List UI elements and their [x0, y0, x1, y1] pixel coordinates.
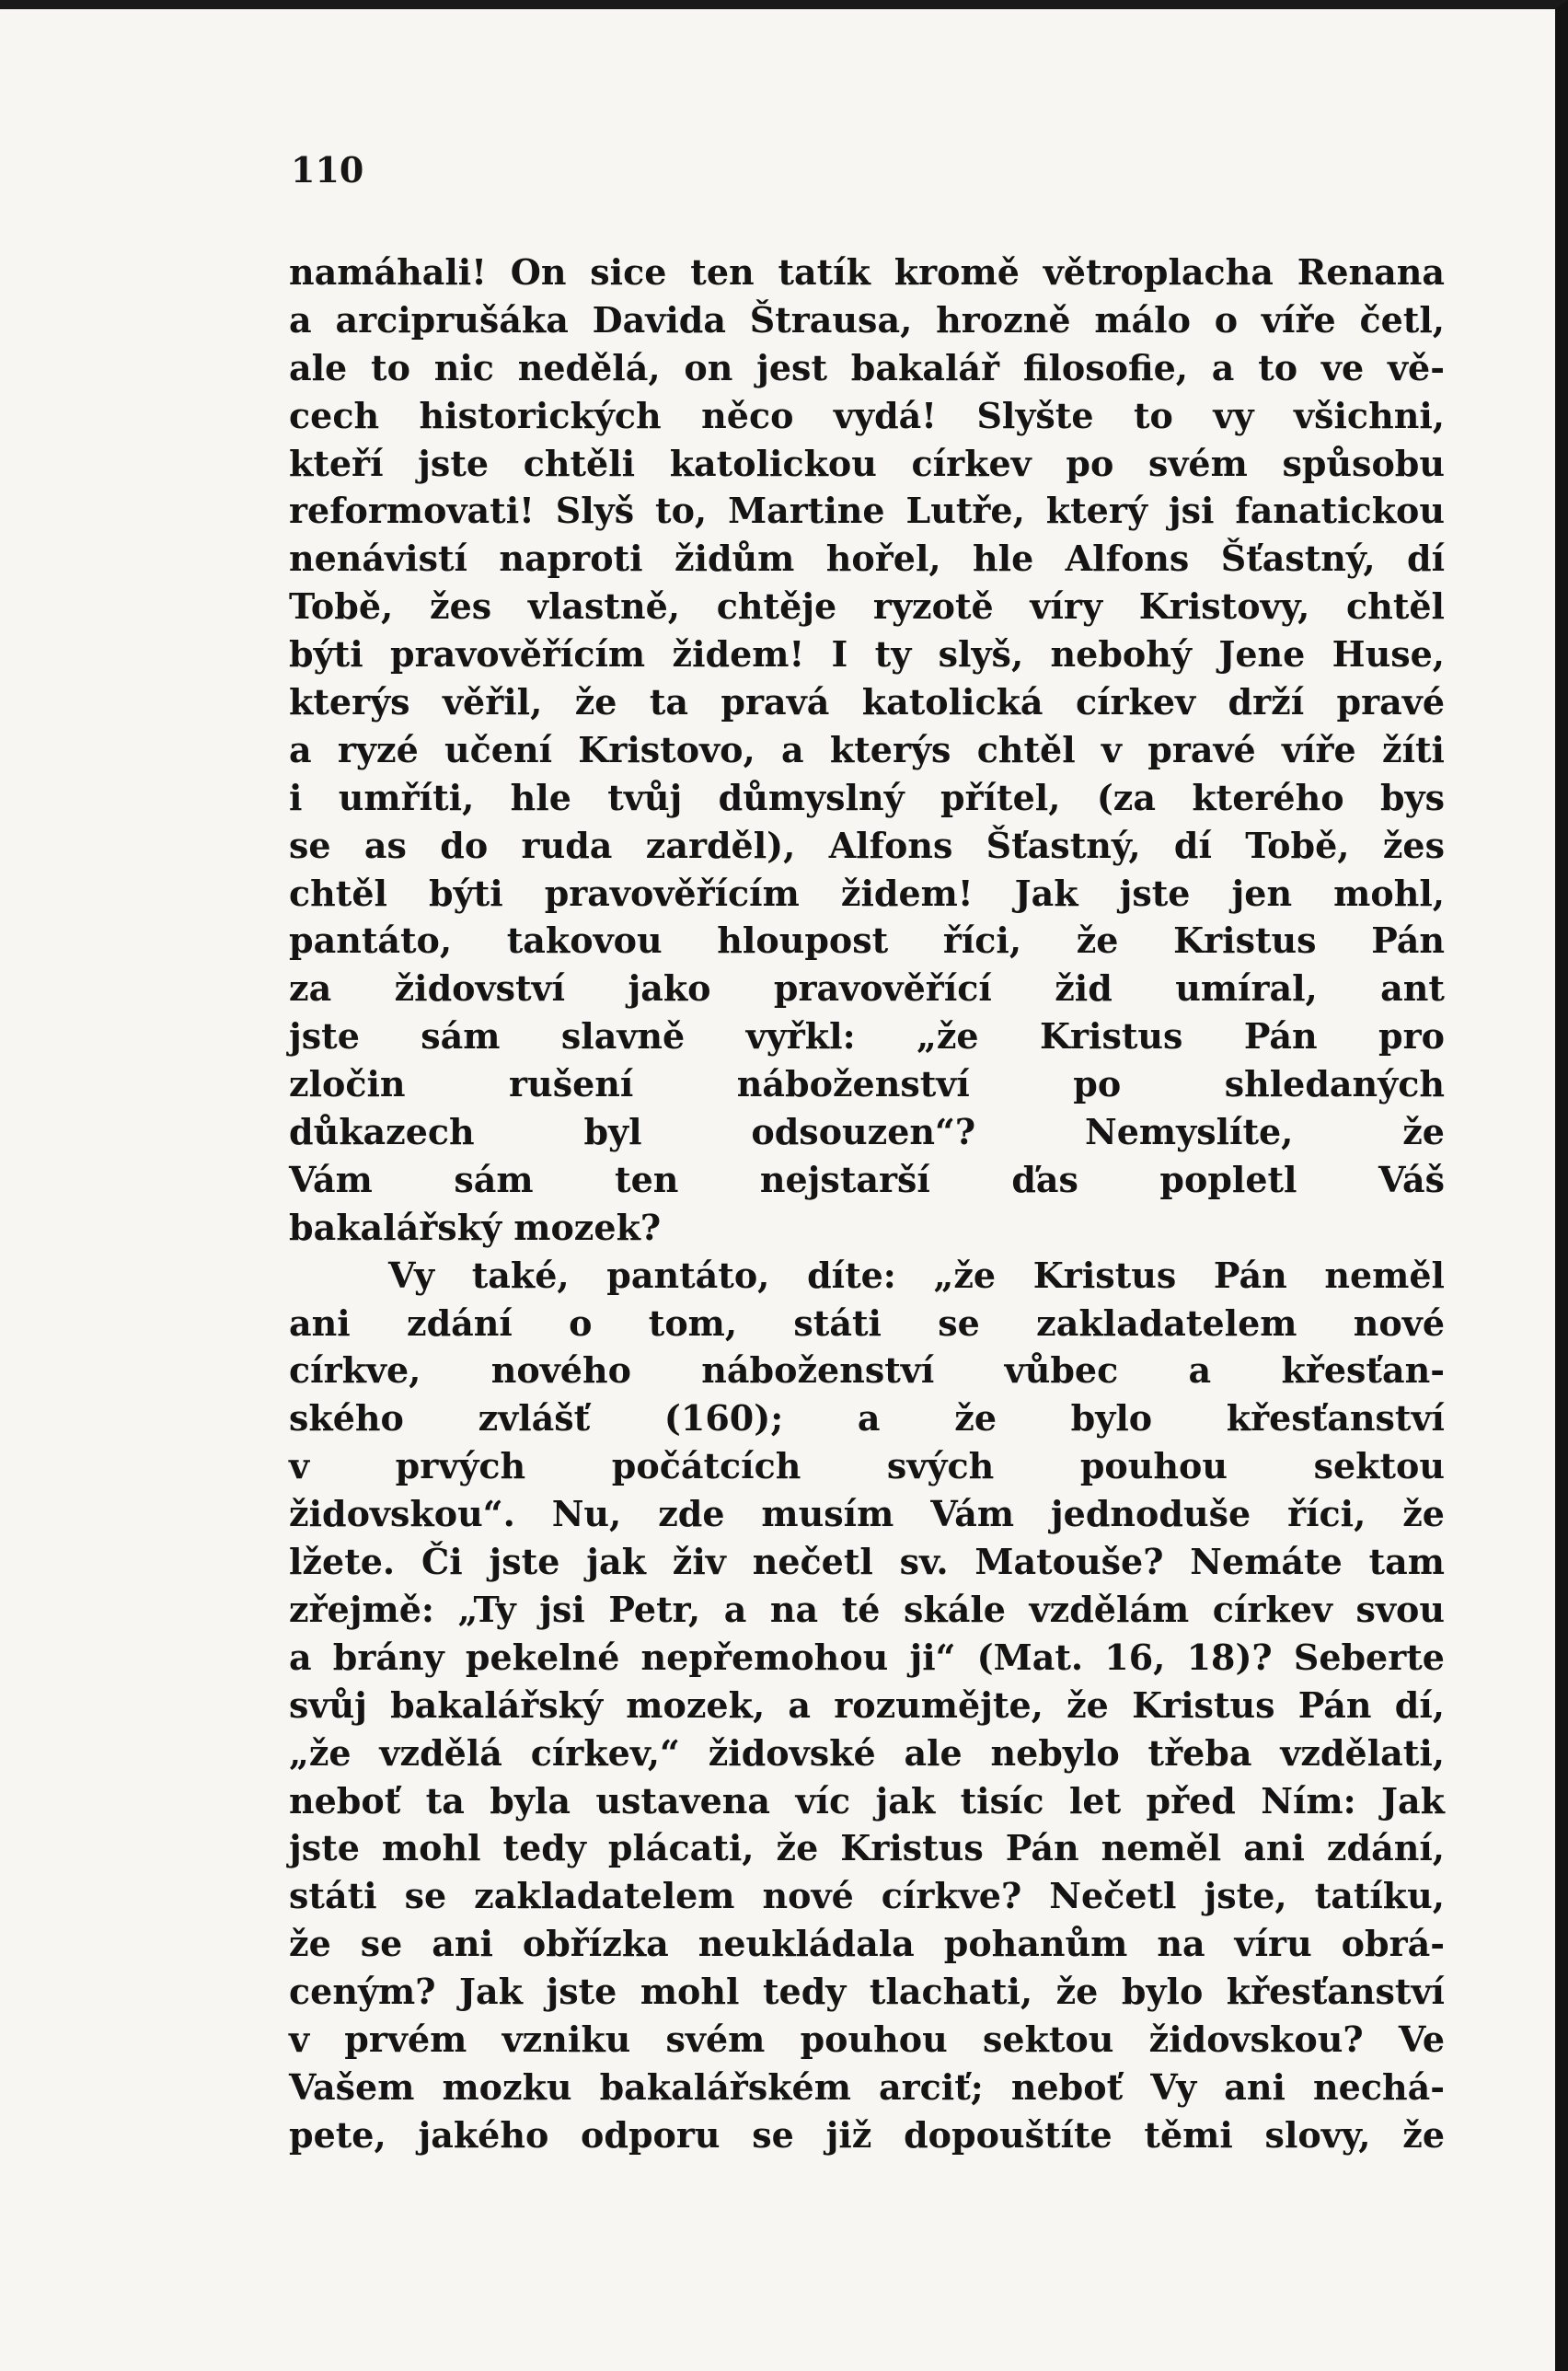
- text-line: kteří jste chtěli katolickou církev po svém spůsobu: [289, 442, 1445, 484]
- text-line: a ryzé učení Kristovo, a kterýs chtěl v pravé víře žíti: [289, 728, 1445, 770]
- text-line: v prvém vzniku svém pouhou sektou židovskou? Ve: [289, 2018, 1445, 2060]
- text-line: pete, jakého odporu se již dopouštíte těmi slovy, že: [289, 2113, 1445, 2156]
- text-line: zřejmě: „Ty jsi Petr, a na té skále vzdělám církev svou: [289, 1588, 1445, 1630]
- text-line: bakalářský mozek?: [289, 1206, 662, 1248]
- text-line: cech historických něco vydá! Slyšte to vy všichni,: [289, 394, 1445, 436]
- text-line: církve, nového náboženství vůbec a křesťan-: [289, 1349, 1445, 1392]
- page-number: 110: [291, 149, 364, 191]
- text-line: namáhali! On sice ten tatík kromě větroplacha Renana: [289, 251, 1445, 293]
- text-line: býti pravověřícím židem! I ty slyš, nebohý Jene Huse,: [289, 633, 1445, 676]
- text-line: neboť ta byla ustavena víc jak tisíc let před Ním: Jak: [289, 1779, 1445, 1822]
- text-line: důkazech byl odsouzen“? Nemyslíte, že: [289, 1111, 1445, 1153]
- text-line: jste mohl tedy plácati, že Kristus Pán neměl ani zdání,: [289, 1827, 1445, 1869]
- text-line: za židovství jako pravověřící žid umíral, ant: [289, 967, 1445, 1010]
- text-line: kterýs věřil, že ta pravá katolická církev drží pravé: [289, 681, 1445, 723]
- text-line: že se ani obřízka neukládala pohanům na víru obrá-: [289, 1923, 1445, 1965]
- text-line: lžete. Či jste jak živ nečetl sv. Matouše? Nemáte tam: [289, 1541, 1445, 1583]
- body-text: [289, 249, 1445, 2159]
- text-line: reformovati! Slyš to, Martine Lutře, který jsi fanatickou: [289, 490, 1445, 532]
- text-line: Vám sám ten nejstarší ďas popletl Váš: [289, 1158, 1445, 1200]
- text-line: ale to nic nedělá, on jest bakalář filosofie, a to ve vě-: [289, 346, 1445, 388]
- text-line: a brány pekelné nepřemohou ji“ (Mat. 16, 18)? Seberte: [289, 1636, 1445, 1678]
- text-line: se as do ruda zarděl), Alfons Šťastný, dí Tobě, žes: [289, 824, 1445, 866]
- text-line: i umříti, hle tvůj důmyslný přítel, (za kterého bys: [289, 776, 1445, 818]
- text-line: a arciprušáka Davida Štrausa, hrozně málo o víře četl,: [289, 298, 1445, 341]
- text-line: jste sám slavně vyřkl: „že Kristus Pán pro: [289, 1015, 1445, 1058]
- text-line: Tobě, žes vlastně, chtěje ryzotě víry Kristovy, chtěl: [289, 585, 1445, 628]
- text-line: ani zdání o tom, státi se zakladatelem nové: [289, 1301, 1445, 1344]
- text-line: Vy také, pantáto, díte: „že Kristus Pán neměl: [388, 1254, 1445, 1296]
- text-line: židovskou“. Nu, zde musím Vám jednoduše říci, že: [289, 1493, 1445, 1535]
- text-line: v prvých počátcích svých pouhou sektou: [289, 1445, 1445, 1487]
- text-line: ceným? Jak jste mohl tedy tlachati, že bylo křesťanství: [289, 1971, 1445, 2013]
- text-line: svůj bakalářský mozek, a rozumějte, že Kristus Pán dí,: [289, 1683, 1445, 1726]
- text-line: ského zvlášť (160); a že bylo křesťanství: [289, 1397, 1445, 1440]
- text-line: nenávistí naproti židům hořel, hle Alfons Šťastný, dí: [289, 538, 1445, 580]
- text-line: „že vzdělá církev,“ židovské ale nebylo třeba vzdělati,: [289, 1731, 1445, 1774]
- text-line: státi se zakladatelem nové církve? Nečetl jste, tatíku,: [289, 1875, 1445, 1917]
- text-line: Vašem mozku bakalářském arciť; neboť Vy ani nechá-: [289, 2065, 1445, 2108]
- text-line: chtěl býti pravověřícím židem! Jak jste jen mohl,: [289, 872, 1445, 914]
- text-line: pantáto, takovou hloupost říci, že Kristus Pán: [289, 919, 1445, 962]
- text-line: zločin rušení náboženství po shledaných: [289, 1063, 1445, 1105]
